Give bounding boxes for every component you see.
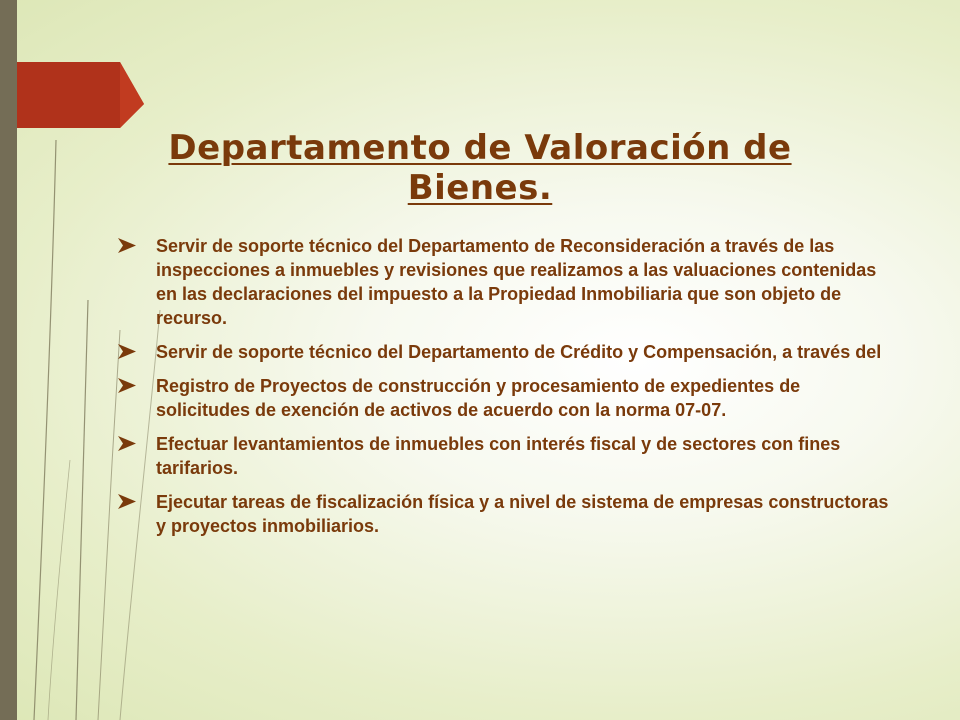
slide-title: Departamento de Valoración de Bienes. xyxy=(168,128,792,208)
arrow-bullet-icon xyxy=(118,378,136,393)
bullet-text: Ejecutar tareas de fiscalización física y a nivel de sistema de empresas constructoras y proyectos inmobiliarios. xyxy=(156,492,889,536)
list-item xyxy=(118,234,898,330)
bullet-list xyxy=(118,234,898,548)
arrow-bullet-icon xyxy=(118,494,136,509)
arrow-bullet-icon xyxy=(118,344,136,359)
bullet-text: Servir de soporte técnico del Departamento de Reconsideración a través de las inspecciones a inmuebles y revisiones que realizamos a las valuaciones contenidas en las declaraciones del impuesto a la Propiedad Inmobiliaria que son objeto de recurso. xyxy=(156,236,877,328)
bullet-text: Servir de soporte técnico del Departamento de Crédito y Compensación, a través del xyxy=(156,342,882,362)
arrow-bullet-icon xyxy=(118,238,136,253)
list-item xyxy=(118,432,898,480)
list-item xyxy=(118,490,898,538)
ribbon-tab xyxy=(0,0,150,150)
bullet-text: Registro de Proyectos de construcción y procesamiento de expedientes de solicitudes de exención de activos de acuerdo con la norma 07-07. xyxy=(156,376,801,420)
list-item xyxy=(118,374,898,422)
arrow-bullet-icon xyxy=(118,436,136,451)
bullet-text: Efectuar levantamientos de inmuebles con interés fiscal y de sectores con fines tarifarios. xyxy=(156,434,841,478)
list-item xyxy=(118,340,898,364)
